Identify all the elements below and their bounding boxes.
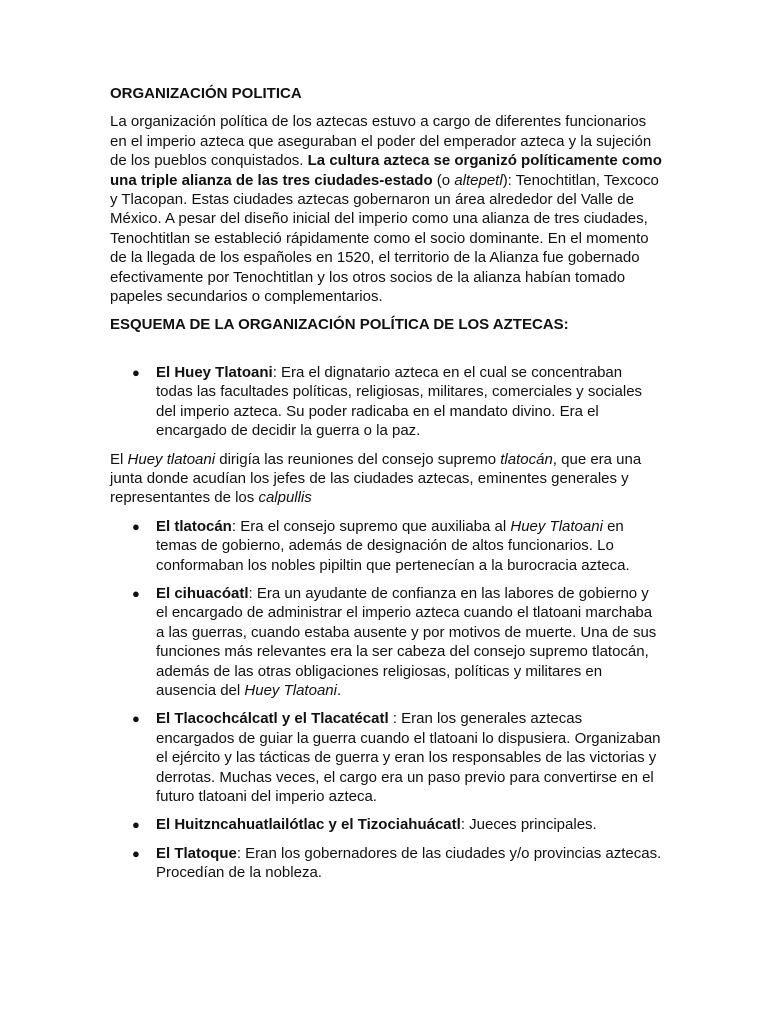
bullet-icon: ● [132, 518, 140, 534]
desc-tlatocan-1: : Era el consejo supremo que auxiliaba al [231, 517, 511, 535]
intro-bold-statement: La cultura azteca se organizó políticamente como una triple alianza de las tres ciudades-estado [110, 152, 662, 189]
desc-cihuacoatl-3: . [336, 681, 342, 699]
intro-text-3: (o [432, 171, 455, 189]
list-item-tlacochcalcatl [110, 709, 662, 806]
bullet-icon: ● [132, 364, 140, 380]
huey-italic-huey-tlatoani: Huey tlatoani [127, 450, 216, 468]
desc-tlatocan-3: en temas de gobierno, además de designación de altos funcionarios. Lo conformaban los nobles pipiltin que pertenecían a la burocracia azteca. [156, 517, 630, 574]
huey-text-1: El [110, 450, 128, 468]
bullet-list-officials [110, 517, 662, 883]
bullet-icon: ● [132, 585, 140, 601]
bullet-icon: ● [132, 817, 140, 833]
desc-tlatoque: : Eran los gobernadores de las ciudades y/o provincias aztecas. Procedían de la nobleza. [156, 844, 662, 882]
huey-tlatoani-paragraph [110, 450, 662, 508]
huey-italic-calpullis: calpullis [258, 489, 312, 507]
desc-cihuacoatl-italic: Huey Tlatoani [244, 681, 337, 699]
term-huitzncahuatlailotlac: El Huitzncahuatlailótlac y el Tizociahuácatl [156, 816, 461, 834]
desc-tlatocan-italic: Huey Tlatoani [510, 517, 603, 535]
schema-heading: ESQUEMA DE LA ORGANIZACIÓN POLÍTICA DE LOS AZTECAS: [110, 316, 569, 334]
term-tlatoque: El Tlatoque [156, 844, 237, 862]
list-item-tlatoque [110, 844, 662, 883]
desc-huitzncahuatlailotlac: : Jueces principales. [460, 816, 597, 834]
desc-huey-tlatoani: : Era el dignatario azteca en el cual se concentraban todas las facultades políticas, religiosas, militares, comerciales y sociales del imperio azteca. Su poder radicaba en el mandato divino. Era el encargado de decidir la guerra o la paz. [156, 363, 643, 440]
intro-text-1: La organización política de los aztecas estuvo a cargo de diferentes funcionarios en el imperio azteca que aseguraban el poder del emperador azteca y la sujeción de los pueblos conquistados. [110, 113, 652, 170]
desc-tlacochcalcatl: : Eran los generales aztecas encargados de guiar la guerra cuando el tlatoani lo dispusiera. Organizaban el ejército y las tácticas de guerra y eran los responsables de las victorias y derrotas. Muchas veces, el cargo era un paso previo para convertirse en el futuro tlatoani del imperio azteca. [156, 710, 661, 805]
intro-text-5: ): Tenochtitlan, Texcoco y Tlacopan. Estas ciudades aztecas gobernaron un área alrededor del Valle de México. A pesar del diseño inicial del imperio como una alianza de tres ciudades, Tenochtitlan se estableció rápidamente como el socio dominante. En el momento de la llegada de los españoles en 1520, el territorio de la Alianza fue gobernado efectivamente por Tenochtitlan y los otros socios de la alianza habían tomado papeles secundarios o complementarios. [110, 171, 659, 306]
list-item-huitzncahuatlailotlac [110, 815, 662, 834]
huey-italic-tlatocan: tlatocán [500, 450, 553, 468]
term-tlacochcalcatl: El Tlacochcálcatl y el Tlacatécatl [156, 710, 389, 728]
bullet-icon: ● [132, 711, 140, 727]
intro-italic-altepetl: altepetl [454, 171, 503, 189]
bullet-icon: ● [132, 845, 140, 861]
huey-text-3: dirigía las reuniones del consejo supremo [215, 450, 501, 468]
intro-paragraph [110, 112, 662, 306]
desc-cihuacoatl-1: : Era un ayudante de confianza en las labores de gobierno y el encargado de administrar el imperio azteca cuando el tlatoani marchaba a las guerras, cuando estaba ausente y por motivos de muerte. Una de sus funciones más relevantes era la ser cabeza del consejo supremo tlatocán, además de las otras obligaciones religiosas, políticas y militares en ausencia del [156, 584, 657, 699]
term-tlatocan: El tlatocán [156, 517, 232, 535]
bullet-list-huey [110, 363, 662, 441]
huey-text-5: , que era una junta donde acudían los jefes de las ciudades aztecas, eminentes generales y representantes de los [110, 450, 642, 507]
term-cihuacoatl: El cihuacóatl [156, 584, 249, 602]
term-huey-tlatoani: El Huey Tlatoani [156, 363, 273, 381]
document-title: ORGANIZACIÓN POLITICA [110, 85, 302, 102]
list-item-cihuacoatl [110, 584, 662, 700]
list-item-huey-tlatoani [110, 363, 662, 441]
list-item-tlatocan [110, 517, 662, 575]
document-page [110, 84, 662, 892]
